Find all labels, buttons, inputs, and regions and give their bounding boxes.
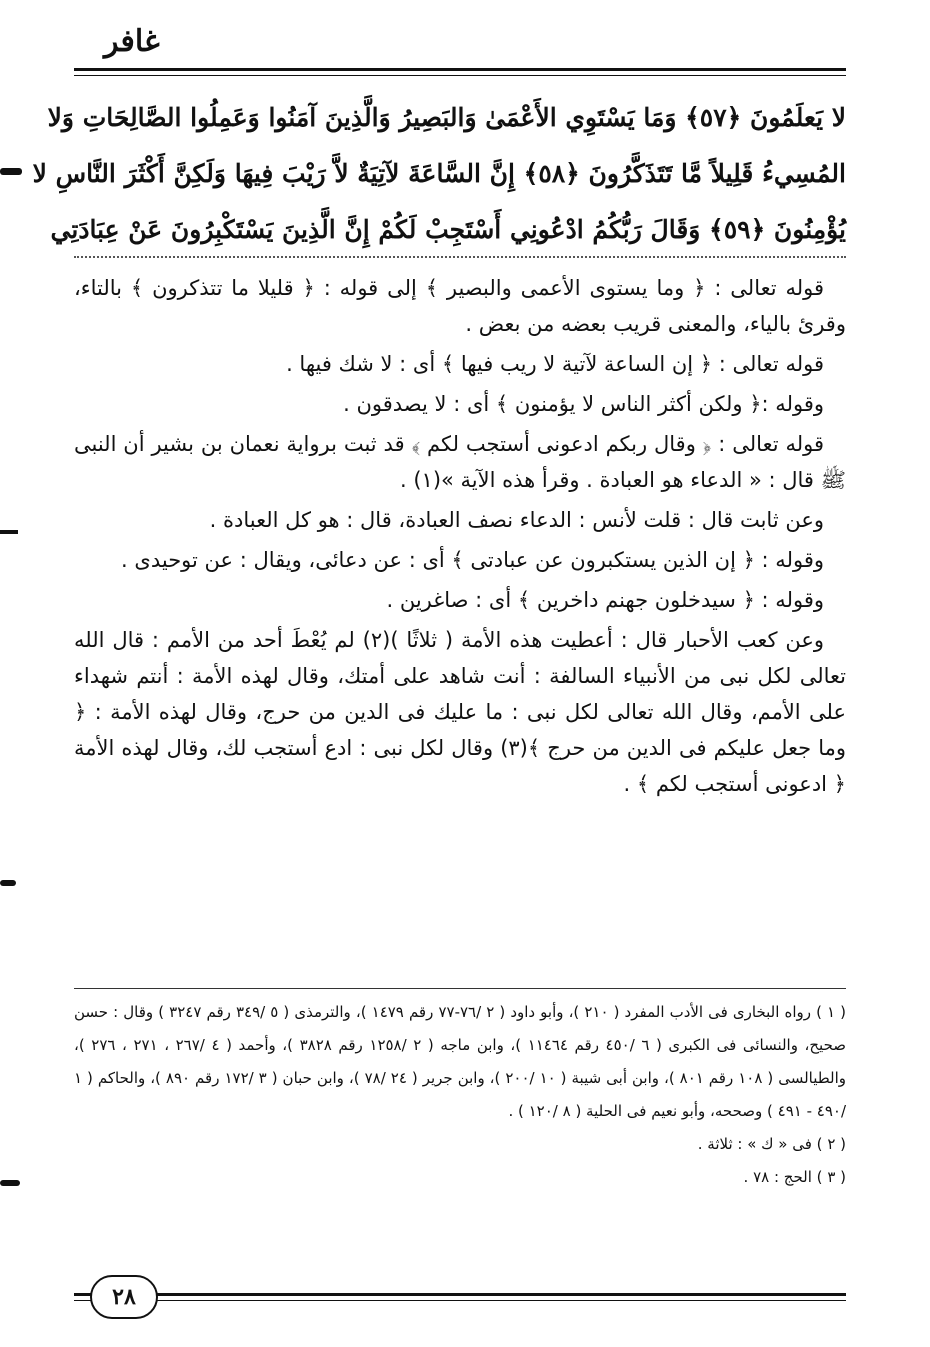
footnote-separator [74, 988, 846, 989]
margin-mark [0, 168, 22, 175]
quran-line-1: لا يَعلَمُونَ ﴿٥٧﴾ وَمَا يَسْتَوِي الأَعْمَىٰ وَالبَصِيرُ وَالَّذِينَ آمَنُوا وَعَمِلُوا الصَّالِحَاتِ وَلا [47, 103, 846, 132]
quran-verses [32, 90, 846, 258]
page-number: ٢٨ [90, 1275, 158, 1319]
footer-rule [74, 1293, 846, 1296]
surah-title: غافر [104, 24, 160, 59]
header-rule-thin [74, 75, 846, 76]
margin-mark [0, 880, 16, 886]
footnote-3: ( ٣ ) الحج : ٧٨ . [743, 1168, 846, 1186]
footnote-2: ( ٢ ) فى « ك » : ثلاثة . [697, 1135, 846, 1153]
commentary-paragraph: وعن كعب الأحبار قال : أعطيت هذه الأمة ( ثلاثًا )(٢) لم يُعْطَ أحد من الأمم : قال الله تعالى لكل نبى من الأنبياء السالفة : أنت شاهد على أمتك، وقال لهذه الأمة : أنتم شهداء على الأمم، وقال الله تعالى لكل نبى : ما عليك فى الدين من حرج، وقال لهذه الأمة : ﴿ وما جعل عليكم فى الدين من حرج ﴾(٣) وقال لكل نبى : ادع أستجب لك، وقال لهذه الأمة ﴿ ادعونى أستجب لكم ﴾ . [74, 628, 846, 796]
commentary-paragraph: وقوله : ﴿ إن الذين يستكبرون عن عبادتى ﴾ أى : عن دعائى، ويقال : عن توحيدى . [121, 548, 824, 572]
commentary [74, 270, 846, 806]
header-rule [74, 68, 846, 71]
footnote-1: ( ١ ) رواه البخارى فى الأدب المفرد ( ٢١٠ )، وأبو داود ( ٢ /٧٦-٧٧ رقم ١٤٧٩ )، والترمذى ( ٥ /٣٤٩ رقم ٣٢٤٧ ) وقال : حسن صحيح، والنسائى فى الكبرى ( ٦ /٤٥٠ رقم ١١٤٦٤ )، وابن ماجه ( ٢ /١٢٥٨ رقم ٣٨٢٨ )، وأحمد ( ٤ /٢٦٧ ، ٢٧١ ، ٢٧٦ )، والطيالسى ( ١٠٨ رقم ٨٠١ )، وابن أبى شيبة ( ١٠ /٢٠٠ )، وابن جرير ( ٢٤ /٧٨ )، وابن حبان ( ٣ /١٧٢ رقم ٨٩٠ )، والحاكم ( ١ /٤٩٠ - ٤٩١ ) وصححه، وأبو نعيم فى الحلية ( ٨ /١٢٠ ) . [74, 1003, 847, 1120]
commentary-paragraph: قوله تعالى : ﴿ وما يستوى الأعمى والبصير ﴾ إلى قوله : ﴿ قليلا ما تتذكرون ﴾ بالتاء، وقرئ بالياء، والمعنى قريب بعضه من بعض . [74, 276, 846, 336]
commentary-paragraph: وعن ثابت قال : قلت لأنس : الدعاء نصف العبادة، قال : هو كل العبادة . [209, 508, 824, 532]
quran-line-3: يُؤْمِنُونَ ﴿٥٩﴾ وَقَالَ رَبُّكُمُ ادْعُونِي أَسْتَجِبْ لَكُمْ إِنَّ الَّذِينَ يَسْتَكْبِرُونَ عَنْ عِبَادَتِي [50, 215, 846, 244]
verse-separator [74, 256, 846, 258]
commentary-paragraph: وقوله :﴿ ولكن أكثر الناس لا يؤمنون ﴾ أى : لا يصدقون . [343, 392, 824, 416]
footer-rule-thin [74, 1300, 846, 1301]
commentary-paragraph: قوله تعالى : ﴿ إن الساعة لآتية لا ريب فيها ﴾ أى : لا شك فيها . [286, 352, 824, 376]
margin-mark [0, 1180, 20, 1186]
commentary-paragraph: وقوله : ﴿ سيدخلون جهنم داخرين ﴾ أى : صاغرين . [386, 588, 824, 612]
commentary-paragraph: قوله تعالى : ﴿ وقال ربكم ادعونى أستجب لكم ﴾ قد ثبت برواية نعمان بن بشير أن النبى ﷺ قال : « الدعاء هو العبادة . وقرأ هذه الآية »(١) . [74, 432, 846, 492]
margin-mark [0, 530, 18, 534]
footnotes [74, 996, 846, 1194]
quran-line-2: المُسِيءُ قَلِيلاً مَّا تَتَذَكَّرُونَ ﴿٥٨﴾ إِنَّ السَّاعَةَ لآتِيَةٌ لاَّ رَيْبَ فِيهَا وَلَكِنَّ أَكْثَرَ النَّاسِ لا [32, 159, 846, 188]
